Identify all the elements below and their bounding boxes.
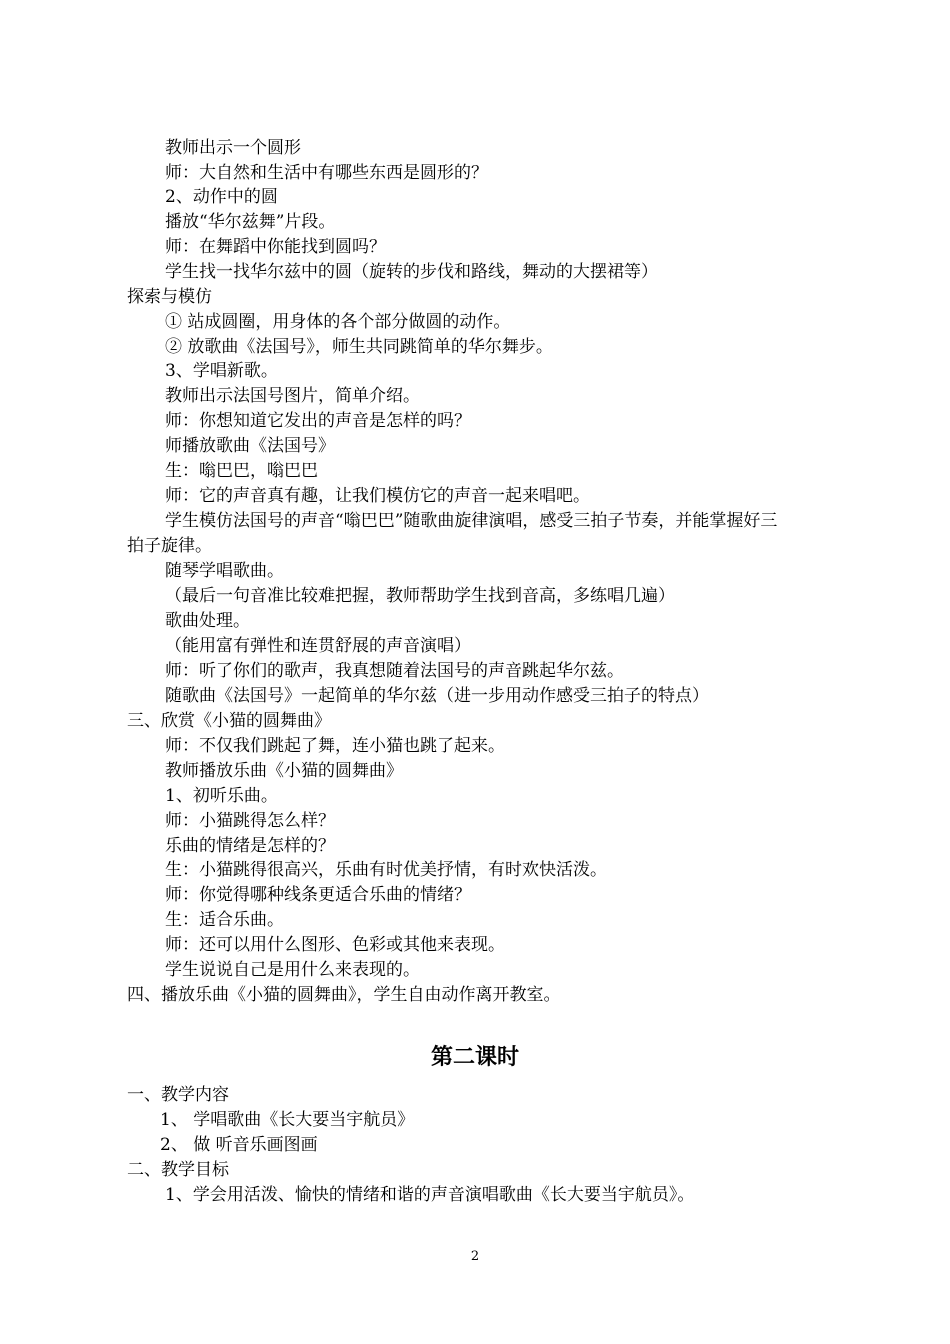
section-label: 一、教学内容 (127, 1085, 229, 1105)
page-number: 2 (470, 1249, 480, 1264)
text-line: 生：小猫跳得很高兴，乐曲有时优美抒情，有时欢快活泼。 (165, 860, 607, 880)
text-line: 师播放歌曲《法国号》 (165, 436, 335, 456)
text-line: 生：适合乐曲。 (165, 910, 284, 930)
text-line: 师：在舞蹈中你能找到圆吗？ (165, 237, 386, 257)
text-line: ② 放歌曲《法国号》，师生共同跳简单的华尔舞步。 (165, 337, 553, 357)
text-line: 师：小猫跳得怎么样？ (165, 811, 335, 831)
text-line: 歌曲处理。 (165, 611, 250, 631)
text-line: 1、初听乐曲。 (165, 786, 278, 806)
section-label: 三、欣赏《小猫的圆舞曲》 (127, 711, 331, 731)
text-line: 师：还可以用什么图形、色彩或其他来表现。 (165, 935, 505, 955)
text-line: 学生找一找华尔兹中的圆（旋转的步伐和路线，舞动的大摆裙等） (165, 262, 658, 282)
text-line: （能用富有弹性和连贯舒展的声音演唱） (165, 636, 471, 656)
text-line: 拍子旋律。 (127, 536, 212, 556)
text-line: 师：你想知道它发出的声音是怎样的吗？ (165, 411, 471, 431)
text-line: 教师出示一个圆形 (165, 138, 301, 158)
text-line: 师：不仅我们跳起了舞，连小猫也跳了起来。 (165, 736, 505, 756)
lesson-heading: 第二课时 (430, 1045, 519, 1070)
text-line: 2、动作中的圆 (165, 187, 278, 207)
text-line: （最后一句音准比较难把握，教师帮助学生找到音高，多练唱几遍） (165, 586, 675, 606)
text-line: 师：听了你们的歌声，我真想随着法国号的声音跳起华尔兹。 (165, 661, 624, 681)
text-line: 随琴学唱歌曲。 (165, 561, 284, 581)
text-line: 学生说说自己是用什么来表现的。 (165, 960, 420, 980)
text-line: 乐曲的情绪是怎样的？ (165, 836, 335, 856)
text-line: 播放“华尔兹舞”片段。 (165, 212, 336, 232)
section-label: 二、教学目标 (127, 1160, 229, 1180)
text-line: 师：你觉得哪种线条更适合乐曲的情绪？ (165, 885, 471, 905)
text-line: 师：大自然和生活中有哪些东西是圆形的？ (165, 163, 488, 183)
text-line: 3、学唱新歌。 (165, 361, 278, 381)
text-line: 教师出示法国号图片，简单介绍。 (165, 386, 420, 406)
text-line: 随歌曲《法国号》一起简单的华尔兹（进一步用动作感受三拍子的特点） (165, 686, 709, 706)
text-line: 2、 做 听音乐画图画 (160, 1135, 318, 1155)
text-line: ① 站成圆圈，用身体的各个部分做圆的动作。 (165, 312, 511, 332)
text-line: 生：嗡巴巴，嗡巴巴 (165, 461, 318, 481)
text-line: 1、 学唱歌曲《长大要当宇航员》 (160, 1110, 415, 1130)
text-line: 师：它的声音真有趣，让我们模仿它的声音一起来唱吧。 (165, 486, 590, 506)
text-line: 1、学会用活泼、愉快的情绪和谐的声音演唱歌曲《长大要当宇航员》。 (165, 1185, 695, 1205)
text-line: 学生模仿法国号的声音“嗡巴巴”随歌曲旋律演唱，感受三拍子节奏，并能掌握好三 (165, 511, 778, 531)
text-line: 教师播放乐曲《小猫的圆舞曲》 (165, 761, 403, 781)
section-label: 探索与模仿 (127, 287, 212, 307)
section-label: 四、播放乐曲《小猫的圆舞曲》，学生自由动作离开教室。 (127, 985, 561, 1005)
